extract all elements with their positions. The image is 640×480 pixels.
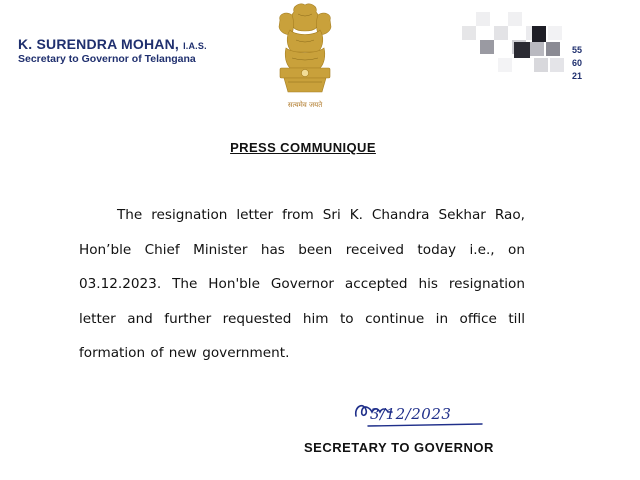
sender-name-text: K. SURENDRA MOHAN,: [18, 36, 179, 52]
emblem-motto: सत्यमेव जयते: [287, 101, 323, 109]
handwritten-date: 3/12/2023: [370, 405, 452, 423]
phone-suffix: 60: [572, 58, 583, 68]
sender-qualification: I.A.S.: [183, 41, 207, 51]
communique-heading: PRESS COMMUNIQUE: [230, 140, 376, 155]
phone-suffix: 21: [572, 71, 583, 81]
communique-body: The resignation letter from Sri K. Chandra Sekhar Rao, Hon’ble Chief Minister has been received today i.e., on 03.12.2023. The Hon'ble Governor accepted his resignation letter and further requested him to continue in office till formation of new government.: [79, 207, 525, 362]
redacted-phone-block: [460, 8, 570, 84]
national-emblem-icon: [270, 2, 340, 98]
signatory-designation: SECRETARY TO GOVERNOR: [304, 440, 494, 455]
phone-number-suffixes: [572, 44, 582, 83]
phone-suffix: 55: [572, 45, 583, 55]
sender-designation: Secretary to Governor of Telangana: [18, 53, 196, 65]
sender-name: [18, 36, 207, 52]
